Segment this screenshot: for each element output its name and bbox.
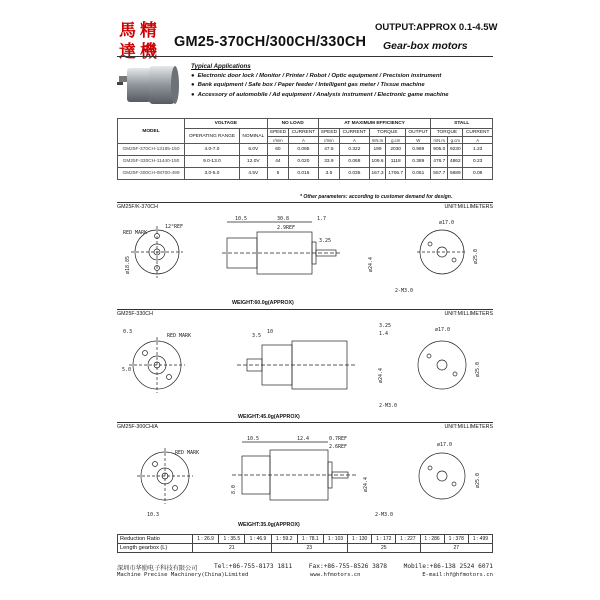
logo-char: 馬 xyxy=(119,21,136,41)
motor-photo xyxy=(117,62,183,110)
footer-line-2 xyxy=(117,572,493,578)
section-unit: UNIT:MILLIMETERS xyxy=(444,424,493,430)
dim-label: 2-M3.0 xyxy=(379,403,398,409)
dim-label: 10 xyxy=(267,329,274,335)
dim-label: 0.3 xyxy=(123,329,133,335)
dim-label: ø17.0 xyxy=(437,442,453,448)
dim-label: 3.25 xyxy=(319,238,332,244)
dim-label: ø25.0 xyxy=(475,472,481,488)
section-label: GM25F/K-370CH xyxy=(117,204,158,210)
dim-label: 2-M3.0 xyxy=(375,512,394,518)
dim-label: 12.4 xyxy=(297,436,310,442)
fax-number: Fax:+86-755-8526 3878 xyxy=(308,563,388,570)
unit: g.cm xyxy=(448,137,463,144)
other-parameters-note: * Other parameters: according to customer demand for design. xyxy=(300,194,453,200)
section-divider xyxy=(117,309,493,310)
dim-label: 2.9REF xyxy=(277,225,296,231)
length-row-label: Length gearbox (L) xyxy=(118,544,193,553)
unit: A xyxy=(340,137,370,144)
dim-label: ø25.0 xyxy=(473,248,479,264)
dim-label: 1.7 xyxy=(317,216,327,222)
unit: A xyxy=(289,137,319,144)
dim-label: ø17.0 xyxy=(435,327,451,333)
drawing-370ch xyxy=(117,212,493,308)
output-rating: OUTPUT:APPROX 0.1-4.5W xyxy=(375,22,498,33)
unit: mN.m xyxy=(369,137,386,144)
company-name-cn: 深圳市华励电子科技有限公司 xyxy=(117,565,198,572)
footer-line-1 xyxy=(117,563,493,572)
dim-label: 10.5 xyxy=(247,436,260,442)
dim-label: ø25.0 xyxy=(475,361,481,377)
dim-label: 10.3 xyxy=(147,512,160,518)
typical-applications xyxy=(191,62,491,100)
logo-char: 精 xyxy=(140,21,157,41)
section-unit: UNIT:MILLIMETERS xyxy=(444,311,493,317)
unit: r/min xyxy=(267,137,288,144)
sub-current: CURRENT xyxy=(289,129,319,137)
dim-label: ø18.85 xyxy=(125,255,131,274)
unit: W xyxy=(406,137,431,144)
application-item: ● Accessory of automobile / Ad equipment / Analysis instrument / Electronic game machine xyxy=(191,91,449,98)
table-row: Length gearbox (L) 21 23 25 27 xyxy=(118,544,493,553)
brand-logo xyxy=(117,22,159,64)
sub-speed: SPEED xyxy=(267,129,288,137)
dim-label: RED MARK xyxy=(167,333,192,339)
logo-char: 達 xyxy=(119,42,136,62)
sub-speed: SPEED xyxy=(318,129,339,137)
application-item: ● Electronic door lock / Monitor / Printer / Robot / Optic equipment / Precision instrument xyxy=(191,72,442,79)
unit: r/min xyxy=(318,137,339,144)
section-divider xyxy=(117,202,493,203)
dim-label: 2.6REF xyxy=(329,444,348,450)
drawing-300ch xyxy=(117,432,493,520)
spec-table xyxy=(117,118,493,180)
sub-torque: TORQUE xyxy=(369,129,405,137)
dim-label: 3.5 xyxy=(252,333,262,339)
phone-number: Tel:+86-755-8173 1811 xyxy=(214,563,293,570)
dim-label: 30.8 xyxy=(277,216,290,222)
email-link[interactable]: E-mail:hf@hfmotors.cn xyxy=(422,572,493,578)
sub-output: OUTPUT xyxy=(406,129,431,137)
dim-label: RED MARK xyxy=(123,230,148,236)
table-row: GM25F-370CH-13185-150 4.0-7.0 6.0V 60 0.095 47.5 0.322 199 2030 0.989 905.0 9230 1.23 xyxy=(118,144,493,156)
dim-label: 1.4 xyxy=(379,331,389,337)
col-stall: STALL xyxy=(431,119,493,129)
ratio-row-label: Reduction Ratio xyxy=(118,535,193,544)
mobile-number: Mobile:+86-138 2524 6071 xyxy=(403,563,493,570)
dim-label: 3.25 xyxy=(379,323,392,329)
unit: mN.m xyxy=(431,137,448,144)
col-model: MODEL xyxy=(118,119,185,144)
col-no-load: NO LOAD xyxy=(267,119,318,129)
header-divider xyxy=(117,56,493,57)
sub-current: CURRENT xyxy=(340,129,370,137)
table-row: GM25F-330CH-11440-150 9.0-13.0 12.0V 44 0.020 33.9 0.068 109.6 1118 0.389 476.7 4862 0.23 xyxy=(118,156,493,168)
dim-label: 0.7REF xyxy=(329,436,348,442)
reduction-ratio-table xyxy=(117,534,493,553)
col-voltage: VOLTAGE xyxy=(184,119,267,129)
section-unit: UNIT:MILLIMETERS xyxy=(444,204,493,210)
weight-label: WEIGHT:60.0g(APPROX) xyxy=(232,300,294,306)
section-divider xyxy=(117,422,493,423)
product-subtitle: Gear-box motors xyxy=(383,40,468,52)
dim-label: RED MARK xyxy=(175,450,200,456)
section-label: GM25F-300CH/A xyxy=(117,424,158,430)
dim-label: 2-M3.0 xyxy=(395,288,414,294)
sub-nominal: NOMINAL xyxy=(239,129,267,144)
sub-current: CURRENT xyxy=(463,129,493,137)
application-item: ● Bank equipment / Safe box / Paper feeder / Intelligent gas meter / Tissue machine xyxy=(191,82,425,88)
website-link[interactable]: www.hfmotors.cn xyxy=(310,572,361,578)
dim-label: 12°REF xyxy=(165,224,184,230)
dim-label: 10.5 xyxy=(235,216,248,222)
weight-label: WEIGHT:45.0g(APPROX) xyxy=(238,414,300,420)
dim-label: ø24.4 xyxy=(378,367,384,383)
dim-label: ø17.0 xyxy=(439,220,455,226)
dim-label: ø24.4 xyxy=(368,256,374,272)
company-name-en: Machine Precise Machinery(China)Limited xyxy=(117,572,249,578)
sub-torque: TORQUE xyxy=(431,129,463,137)
drawing-330ch xyxy=(117,319,493,411)
col-max-efficiency: AT MAXIMUM EFFICIENCY xyxy=(318,119,431,129)
logo-char: 機 xyxy=(140,42,157,62)
unit: A xyxy=(463,137,493,144)
page-title: GM25-370CH/300CH/330CH xyxy=(174,34,367,50)
unit: g.cm xyxy=(386,137,406,144)
applications-heading: Typical Applications xyxy=(191,63,251,70)
dim-label: ø24.4 xyxy=(363,476,369,492)
table-row: GM25F-300CH-08700-499 3.0-5.0 4.5V 5 0.015 3.5 0.035 167.3 1706.7 0.061 557.7 5689 0.08 xyxy=(118,168,493,180)
section-label: GM25F-330CH xyxy=(117,311,153,317)
table-row: Reduction Ratio 1 : 26.9 1 : 35.5 1 : 46.9 1 : 59.2 1 : 78.1 1 : 103 1 : 130 1 : 172 1 : 227 1 : 286 1 : 378 1 : 499 xyxy=(118,535,493,544)
sub-operating-range: OPERATING RANGE xyxy=(184,129,239,144)
dim-label: 5.0 xyxy=(122,367,132,373)
dim-label: 8.0 xyxy=(231,484,237,494)
weight-label: WEIGHT:35.0g(APPROX) xyxy=(238,522,300,528)
